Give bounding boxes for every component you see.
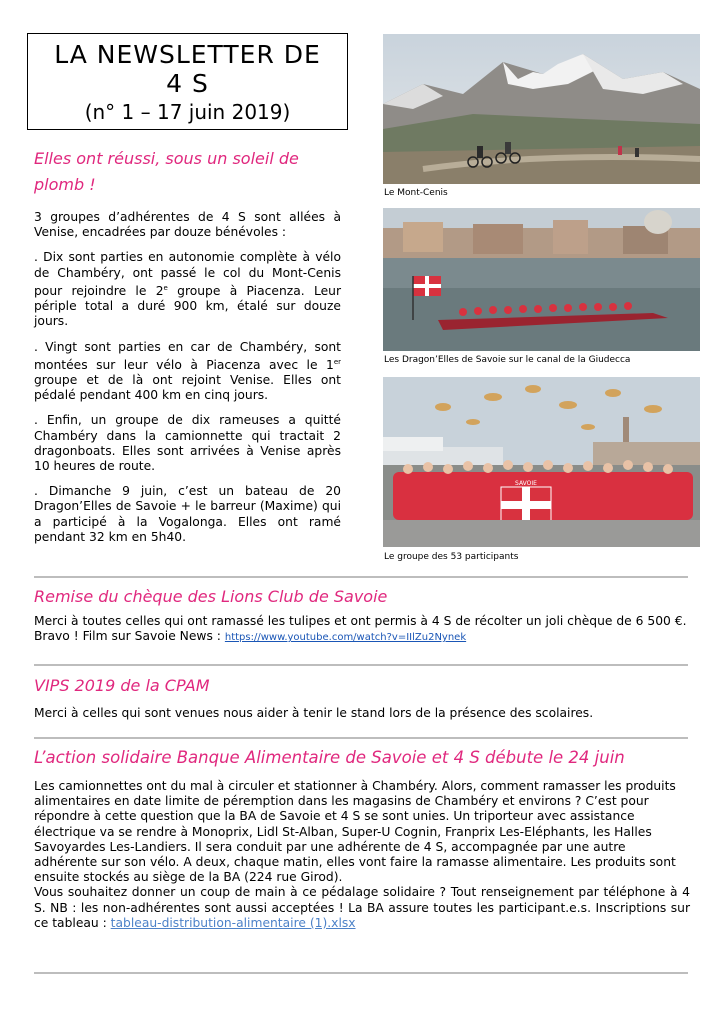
article-venise-paragraph: . Dimanche 9 juin, c’est un bateau de 20 Dragon’Elles de Savoie + le barreur (Maxime) qui a participé à la Vogalonga. Elles ont ramé pendant 32 km en 5h40. [34, 484, 341, 544]
article-vips-title: VIPS 2019 de la CPAM [34, 676, 210, 695]
article-venise-intro: 3 groupes d’adhérentes de 4 S sont allées à Venise, encadrées par douze bénévoles : [34, 210, 341, 240]
article-banque-text: Les camionnettes ont du mal à circuler et stationner à Chambéry. Alors, comment ramasser les produits alimentaires en date limite de péremption dans les magasins de Chambéry et environs ? C’est pour répondre à cette question que la BA de Savoie et 4 S se sont unies. Un triporteur avec assistance électrique va se rendre à Monoprix, Lidl St-Alban, Super-U Cognin, Franprix Les-Eléphants, les Halles Savoyardes Les-Landiers. Il sera conduit par une adhérente de 4 S, accompagnée par une autre adhérente sur son vélo. A deux, chaque matin, elles vont faire la ramasse alimentaire. Les produits sont ensuite stockés au siège de la BA (224 rue Girod). [34, 779, 676, 885]
photo-mont-cenis [383, 34, 700, 184]
youtube-link[interactable]: https://www.youtube.com/watch?v=IIlZu2Nynek [224, 632, 467, 644]
photo-group [383, 377, 700, 547]
photo-caption: Les Dragon’Elles de Savoie sur le canal de la Giudecca [384, 355, 631, 365]
article-venise-paragraph: . Enfin, un groupe de dix rameuses a quitté Chambéry dans la camionnette qui tractait 2 dragonboats. Elles sont arrivées à Venise après 10 heures de route. [34, 413, 341, 474]
spreadsheet-link[interactable]: tableau-distribution-alimentaire (1).xlsx [110, 915, 356, 930]
article-banque-body [34, 779, 690, 931]
article-venise-paragraph: . Vingt sont parties en car de Chambéry, sont montées sur leur vélo à Piacenza avec le 1er groupe et de là ont rejoint Venise. Elles ont pédalé pendant 400 km en cinq jours. [34, 339, 341, 403]
section-divider [34, 972, 688, 974]
article-venise-paragraph: . Dix sont parties en autonomie complète à vélo de Chambéry, ont passé le col du Mont-Cenis pour rejoindre le 2e groupe à Piacenza. Leur périple total a duré 900 km, étalé sur douze jours. [34, 250, 341, 329]
newsletter-title-org: 4 S [166, 69, 209, 98]
photo-caption: Le groupe des 53 participants [384, 552, 519, 562]
article-venise-title: Elles ont réussi, sous un soleil de plomb ! [34, 149, 299, 194]
mountain-landscape-image [383, 34, 700, 184]
article-venise [34, 146, 341, 545]
flag-label: SAVOIE [515, 480, 537, 487]
section-divider [34, 737, 688, 739]
article-lions-title: Remise du chèque des Lions Club de Savoie [34, 587, 388, 606]
section-divider [34, 664, 688, 666]
article-banque-text: Vous souhaitez donner un coup de main à ce pédalage solidaire ? Tout renseignement par téléphone à 4 S. NB : les non-adhérentes sont aussi acceptées ! La BA assure toutes les participant.e.s. Inscriptions sur ce tableau : tableau-distribution-alimentaire (1).xlsx [34, 885, 690, 930]
article-vips-text: Merci à celles qui sont venues nous aider à tenir le stand lors de la présence des scolaires. [34, 706, 594, 720]
article-lions-text: Merci à toutes celles qui ont ramassé les tulipes et ont permis à 4 S de récolter un joli chèque de 6 500 €. Bravo ! Film sur Savoie News : https://www.youtube.com/watch?v=IIlZu2Nynek [34, 614, 687, 644]
photo-caption: Le Mont-Cenis [384, 188, 448, 198]
group-photo-image [383, 377, 700, 547]
section-divider [34, 576, 688, 578]
newsletter-title-box [27, 33, 348, 130]
article-banque-title: L’action solidaire Banque Alimentaire de Savoie et 4 S débute le 24 juin [34, 748, 625, 767]
photo-dragon-boat [383, 208, 700, 351]
newsletter-title: LA NEWSLETTER DE [54, 40, 321, 69]
newsletter-issue: (n° 1 – 17 juin 2019) [84, 100, 291, 124]
dragon-boat-image [383, 208, 700, 351]
